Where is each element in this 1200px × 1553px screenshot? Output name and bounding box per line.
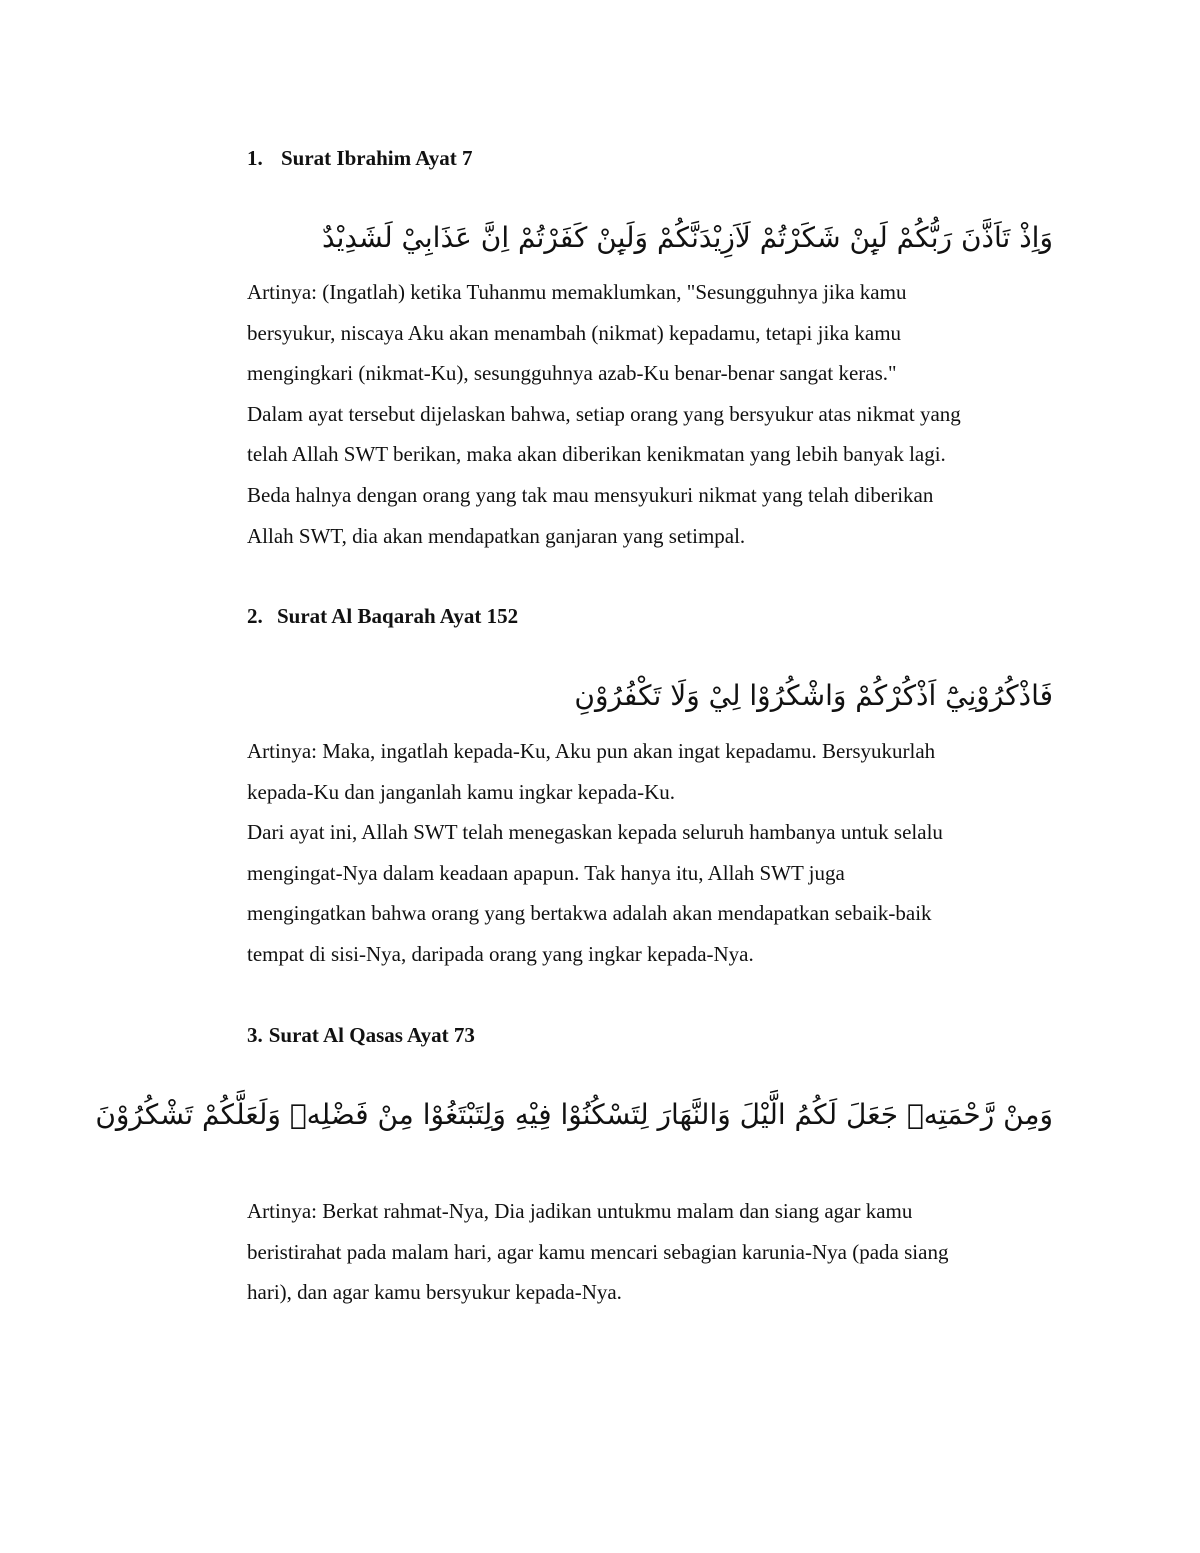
section-3-line: beristirahat pada malam hari, agar kamu mencari sebagian karunia-Nya (pada siang <box>247 1239 949 1264</box>
section-2-title: Surat Al Baqarah Ayat 152 <box>277 604 519 628</box>
section-1-line: bersyukur, niscaya Aku akan menambah (nikmat) kepadamu, tetapi jika kamu <box>247 320 902 345</box>
section-1-line: Artinya: (Ingatlah) ketika Tuhanmu memaklumkan, "Sesungguhnya jika kamu <box>247 280 907 304</box>
section-1-line: telah Allah SWT berikan, maka akan diberikan kenikmatan yang lebih banyak lagi. <box>247 442 946 467</box>
section-3-line: Artinya: Berkat rahmat-Nya, Dia jadikan untukmu malam dan siang agar kamu <box>247 1199 913 1223</box>
section-1-heading <box>247 145 473 171</box>
section-2-line: Dari ayat ini, Allah SWT telah menegaskan kepada seluruh hambanya untuk selalu <box>247 820 943 845</box>
section-1-line: Beda halnya dengan orang yang tak mau mensyukuri nikmat yang telah diberikan <box>247 482 934 507</box>
section-1-paragraph <box>247 272 961 556</box>
section-1-number: 1. <box>247 146 263 170</box>
section-3-line: hari), dan agar kamu bersyukur kepada-Nya. <box>247 1280 622 1305</box>
section-2-line: kepada-Ku dan janganlah kamu ingkar kepada-Ku. <box>247 779 675 804</box>
section-2-line: Artinya: Maka, ingatlah kepada-Ku, Aku pun akan ingat kepadamu. Bersyukurlah <box>247 739 936 763</box>
section-3-number: 3. <box>247 1023 263 1047</box>
section-2-line: tempat di sisi-Nya, daripada orang yang ingkar kepada-Nya. <box>247 941 754 966</box>
section-3-paragraph <box>247 1191 948 1313</box>
section-2-line: mengingat-Nya dalam keadaan apapun. Tak hanya itu, Allah SWT juga <box>247 860 845 885</box>
section-2-paragraph <box>247 731 943 975</box>
section-2-arabic-verse: فَاذْكُرُوْنِيْٓ اَذْكُرْكُمْ وَاشْكُرُوْا لِيْ وَلَا تَكْفُرُوْنِ <box>574 679 1053 712</box>
section-1-line: Dalam ayat tersebut dijelaskan bahwa, setiap orang yang bersyukur atas nikmat yang <box>247 401 961 426</box>
section-2-line: mengingatkan bahwa orang yang bertakwa adalah akan mendapatkan sebaik-baik <box>247 901 932 926</box>
section-1-line: Allah SWT, dia akan mendapatkan ganjaran yang setimpal. <box>247 523 746 548</box>
section-1-line: mengingkari (nikmat-Ku), sesungguhnya azab-Ku benar-benar sangat keras." <box>247 361 897 386</box>
section-2-number: 2. <box>247 604 263 628</box>
section-3-arabic-verse: وَمِنْ رَّحْمَتِهٖ جَعَلَ لَكُمُ الَّيْلَ وَالنَّهَارَ لِتَسْكُنُوْا فِيْهِ وَلِتَبْتَغُوْا مِنْ فَضْلِهٖ وَلَعَلَّكُمْ تَشْكُرُوْنَ <box>95 1098 1053 1131</box>
section-1-arabic-verse: وَاِذْ تَاَذَّنَ رَبُّكُمْ لَىِٕنْ شَكَرْتُمْ لَاَزِيْدَنَّكُمْ وَلَىِٕنْ كَفَرْتُمْ اِنَّ عَذَابِيْ لَشَدِيْدٌ <box>321 221 1053 254</box>
section-2-heading <box>247 603 518 629</box>
section-3-heading <box>247 1022 475 1048</box>
section-1-title: Surat Ibrahim Ayat 7 <box>281 146 473 170</box>
section-3-title: Surat Al Qasas Ayat 73 <box>268 1023 475 1047</box>
